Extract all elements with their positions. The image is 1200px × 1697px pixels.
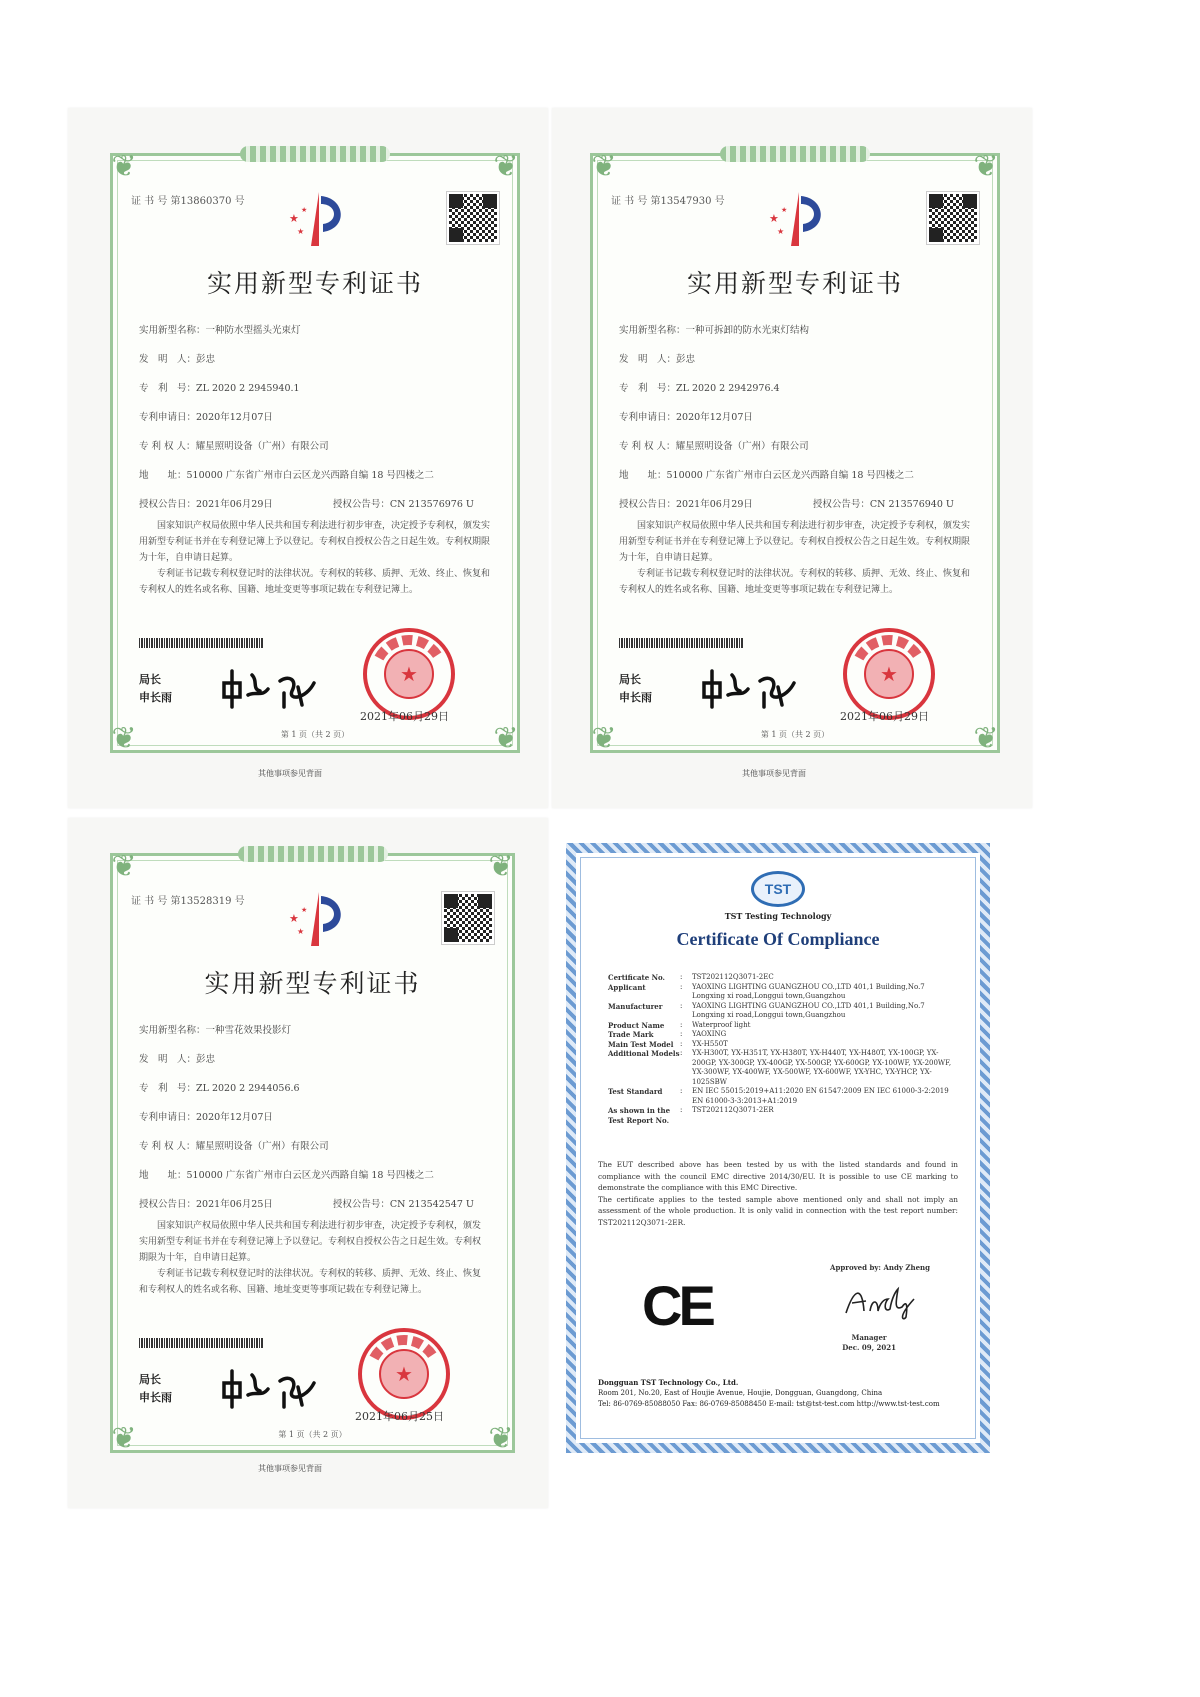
svg-text:★: ★ xyxy=(289,212,299,225)
field-row: Certificate No. : TST202112Q3071-2EC xyxy=(608,973,774,982)
field-row: 实用新型名称：一种防水型摇头光束灯 xyxy=(139,325,301,336)
certificate-number: 证 书 号 第13860370 号 xyxy=(131,196,245,207)
field-row: 实用新型名称：一种雪花效果投影灯 xyxy=(139,1025,292,1036)
field-row: 地 址：510000 广东省广州市白云区龙兴西路自编 18 号四楼之二 xyxy=(139,1170,434,1181)
corner-ornament-icon: ❦ xyxy=(493,149,519,184)
company-address: Dongguan TST Technology Co., Ltd. Room 201, No.20, East of Houjie Avenue, Houjie, Dongguan, Guangdong, China Tel: 86-0769-85088050 Fax: 86-0769-85088450 E-mail: tst@tst-test.com http://www.tst-test.com xyxy=(598,1378,940,1408)
svg-text:★: ★ xyxy=(777,227,785,236)
corner-ornament-icon: ❦ xyxy=(111,149,137,184)
field-row: 授权公告日：2021年06月29日 授权公告号：CN 213576976 U xyxy=(139,499,474,510)
field-row: Additional Models : YX-H300T, YX-H351T, YX-H380T, YX-H440T, YX-H480T, YX-100GP, YX-200GP, YX-300GP, YX-400GP, YX-500GP, YX-600GP, YX-100WF, YX-200WF, YX-300WF, YX-400WF, YX-500WF, YX-600WF, YX-YHC, YX-YHCP, YX-1025SBW xyxy=(608,1049,952,1086)
field-row: Main Test Model : YX-H550T xyxy=(608,1039,728,1049)
approved-by: Approved by: Andy Zheng xyxy=(830,1263,930,1272)
director-signature-icon xyxy=(698,661,808,711)
corner-ornament-icon: ❦ xyxy=(488,849,514,884)
svg-text:★: ★ xyxy=(297,927,305,936)
cnipa-logo-icon xyxy=(283,188,353,250)
director-block: 局长 申长雨 xyxy=(619,673,652,704)
org-name: TST Testing Technology xyxy=(724,911,832,921)
barcode-icon xyxy=(619,638,743,648)
svg-text:★: ★ xyxy=(781,206,788,214)
cnipa-logo-icon xyxy=(283,888,353,950)
field-row: 专利申请日：2020年12月07日 xyxy=(139,412,273,423)
patent-certificate-2 xyxy=(590,149,1000,756)
field-row: 发 明 人：彭忠 xyxy=(139,1054,216,1065)
certificate-title: 实用新型专利证书 xyxy=(686,269,903,298)
certificate-footer: 其他事项参见背面 xyxy=(258,1464,322,1473)
barcode-icon xyxy=(139,638,263,648)
cnipa-logo-icon xyxy=(763,188,833,250)
manager-block: Manager Dec. 09, 2021 xyxy=(842,1333,896,1352)
field-row: 专利申请日：2020年12月07日 xyxy=(619,412,753,423)
corner-ornament-icon: ❦ xyxy=(591,721,617,756)
director-block: 局长 申长雨 xyxy=(139,1373,172,1404)
field-row: 专 利 号：ZL 2020 2 2942976.4 xyxy=(619,383,780,394)
field-row: 发 明 人：彭忠 xyxy=(619,354,696,365)
field-row: 授权公告日：2021年06月29日 授权公告号：CN 213576940 U xyxy=(619,499,954,510)
corner-ornament-icon: ❦ xyxy=(488,1421,514,1456)
corner-ornament-icon: ❦ xyxy=(111,721,137,756)
svg-text:★: ★ xyxy=(301,206,308,214)
corner-ornament-icon: ❦ xyxy=(493,721,519,756)
director-signature-icon xyxy=(218,661,328,711)
qr-code-icon xyxy=(442,892,494,944)
certificate-text: 国家知识产权局依照中华人民共和国专利法进行初步审查，决定授予专利权，颁发实用新型专利证书并在专利登记簿上予以登记。专利权自授权公告之日起生效。专利权期限为十年，自申请日起算。 专利证书记载专利权登记时的法律状况。专利权的转移、质押、无效、终止、恢复和专利权人的姓名或名称、国籍、地址变更等事项记载在专利登记簿上。 xyxy=(139,521,491,595)
field-row: 授权公告日：2021年06月25日 授权公告号：CN 213542547 U xyxy=(139,1199,474,1210)
page-number: 第 1 页（共 2 页） xyxy=(280,730,350,739)
tst-logo-icon: TST xyxy=(751,871,805,907)
field-row: 专 利 号：ZL 2020 2 2944056.6 xyxy=(139,1083,300,1094)
certificate-fields xyxy=(619,324,977,527)
ce-compliance-certificate xyxy=(566,843,990,1453)
page-number: 第 1 页（共 2 页） xyxy=(278,1430,347,1439)
field-row: Applicant : YAOXING LIGHTING GUANGZHOU CO.,LTD 401,1 Building,No.7 Longxing xi road,Longgui town,Guangzhou xyxy=(608,982,925,1000)
field-row: 实用新型名称：一种可拆卸的防水光束灯结构 xyxy=(619,325,810,336)
manager-signature-icon xyxy=(840,1281,920,1321)
corner-ornament-icon: ❦ xyxy=(973,721,999,756)
certificate-footer: 其他事项参见背面 xyxy=(258,769,322,778)
corner-ornament-icon: ❦ xyxy=(111,849,137,884)
page-number: 第 1 页（共 2 页） xyxy=(760,730,830,739)
certificate-title: 实用新型专利证书 xyxy=(204,969,421,998)
qr-code-icon xyxy=(447,192,499,244)
compliance-text: The EUT described above has been tested by us with the listed standards and found in compliance with the council EMC directive 2014/30/EU. It is possible to use CE marking to demonstrate the compliance with this EMC Directive. The certificate applies to the tested sample above mentioned only and shall not imply an assessment of the whole production. It is only valid in connection with the test report number: TST202112Q3071-2ER. xyxy=(598,1160,958,1227)
seal-date: 2021年06月25日 xyxy=(355,1410,444,1423)
corner-ornament-icon: ❦ xyxy=(973,149,999,184)
field-row: 专 利 权 人：耀星照明设备（广州）有限公司 xyxy=(139,1141,329,1152)
seal-date: 2021年06月29日 xyxy=(840,710,929,723)
field-row: 专 利 权 人：耀星照明设备（广州）有限公司 xyxy=(619,441,809,452)
svg-text:★: ★ xyxy=(297,227,305,236)
top-ornament xyxy=(720,146,870,162)
corner-ornament-icon: ❦ xyxy=(591,149,617,184)
qr-code-icon xyxy=(927,192,979,244)
certificate-text: 国家知识产权局依照中华人民共和国专利法进行初步审查，决定授予专利权，颁发实用新型专利证书并在专利登记簿上予以登记。专利权自授权公告之日起生效。专利权期限为十年，自申请日起算。 专利证书记载专利权登记时的法律状况。专利权的转移、质押、无效、终止、恢复和专利权人的姓名或名称、国籍、地址变更等事项记载在专利登记簿上。 xyxy=(139,1221,482,1295)
svg-text:★: ★ xyxy=(301,906,308,914)
field-row: Product Name : Waterproof light xyxy=(608,1020,751,1030)
certificate-text: 国家知识产权局依照中华人民共和国专利法进行初步审查，决定授予专利权，颁发实用新型专利证书并在专利登记簿上予以登记。专利权自授权公告之日起生效。专利权期限为十年，自申请日起算。 专利证书记载专利权登记时的法律状况。专利权的转移、质押、无效、终止、恢复和专利权人的姓名或名称、国籍、地址变更等事项记载在专利登记簿上。 xyxy=(619,521,971,595)
patent-certificate-1 xyxy=(110,149,520,756)
certificate-fields xyxy=(139,1024,492,1227)
field-row: Manufacturer : YAOXING LIGHTING GUANGZHOU CO.,LTD 401,1 Building,No.7 Longxing xi road,Longgui town,Guangzhou xyxy=(608,1001,925,1019)
compliance-fields xyxy=(608,973,958,1125)
top-ornament xyxy=(238,846,388,862)
field-row: 专利申请日：2020年12月07日 xyxy=(139,1112,273,1123)
director-block: 局长 申长雨 xyxy=(139,673,172,704)
director-signature-icon xyxy=(218,1361,328,1411)
field-row: 专 利 权 人：耀星照明设备（广州）有限公司 xyxy=(139,441,329,452)
field-row: As shown in the Test Report No. : TST202112Q3071-2ER xyxy=(608,1106,774,1125)
field-row: Trade Mark : YAOXING xyxy=(608,1030,727,1039)
svg-text:★: ★ xyxy=(289,912,299,925)
certificate-footer: 其他事项参见背面 xyxy=(742,769,806,778)
ce-mark-icon: CE xyxy=(642,1274,712,1337)
corner-ornament-icon: ❦ xyxy=(111,1421,137,1456)
compliance-title: Certificate Of Compliance xyxy=(676,929,880,949)
certificate-title: 实用新型专利证书 xyxy=(206,269,423,298)
field-row: 地 址：510000 广东省广州市白云区龙兴西路自编 18 号四楼之二 xyxy=(139,470,434,481)
barcode-icon xyxy=(139,1338,263,1348)
svg-text:★: ★ xyxy=(880,662,898,686)
svg-text:★: ★ xyxy=(769,212,779,225)
certificate-number: 证 书 号 第13547930 号 xyxy=(611,196,725,207)
svg-text:★: ★ xyxy=(400,662,418,686)
seal-date: 2021年06月29日 xyxy=(360,710,449,723)
certificate-number: 证 书 号 第13528319 号 xyxy=(131,896,245,907)
field-row: Test Standard : EN IEC 55015:2019+A11:2020 EN 61547:2009 EN IEC 61000-3-2:2019 EN 61000-3-3:2013+A1:2019 xyxy=(608,1087,949,1105)
svg-text:★: ★ xyxy=(395,1362,413,1386)
field-row: 地 址：510000 广东省广州市白云区龙兴西路自编 18 号四楼之二 xyxy=(619,470,914,481)
field-row: 发 明 人：彭忠 xyxy=(139,354,216,365)
top-ornament xyxy=(240,146,390,162)
patent-certificate-3 xyxy=(110,849,515,1456)
field-row: 专 利 号：ZL 2020 2 2945940.1 xyxy=(139,383,300,394)
certificate-fields xyxy=(139,324,497,527)
